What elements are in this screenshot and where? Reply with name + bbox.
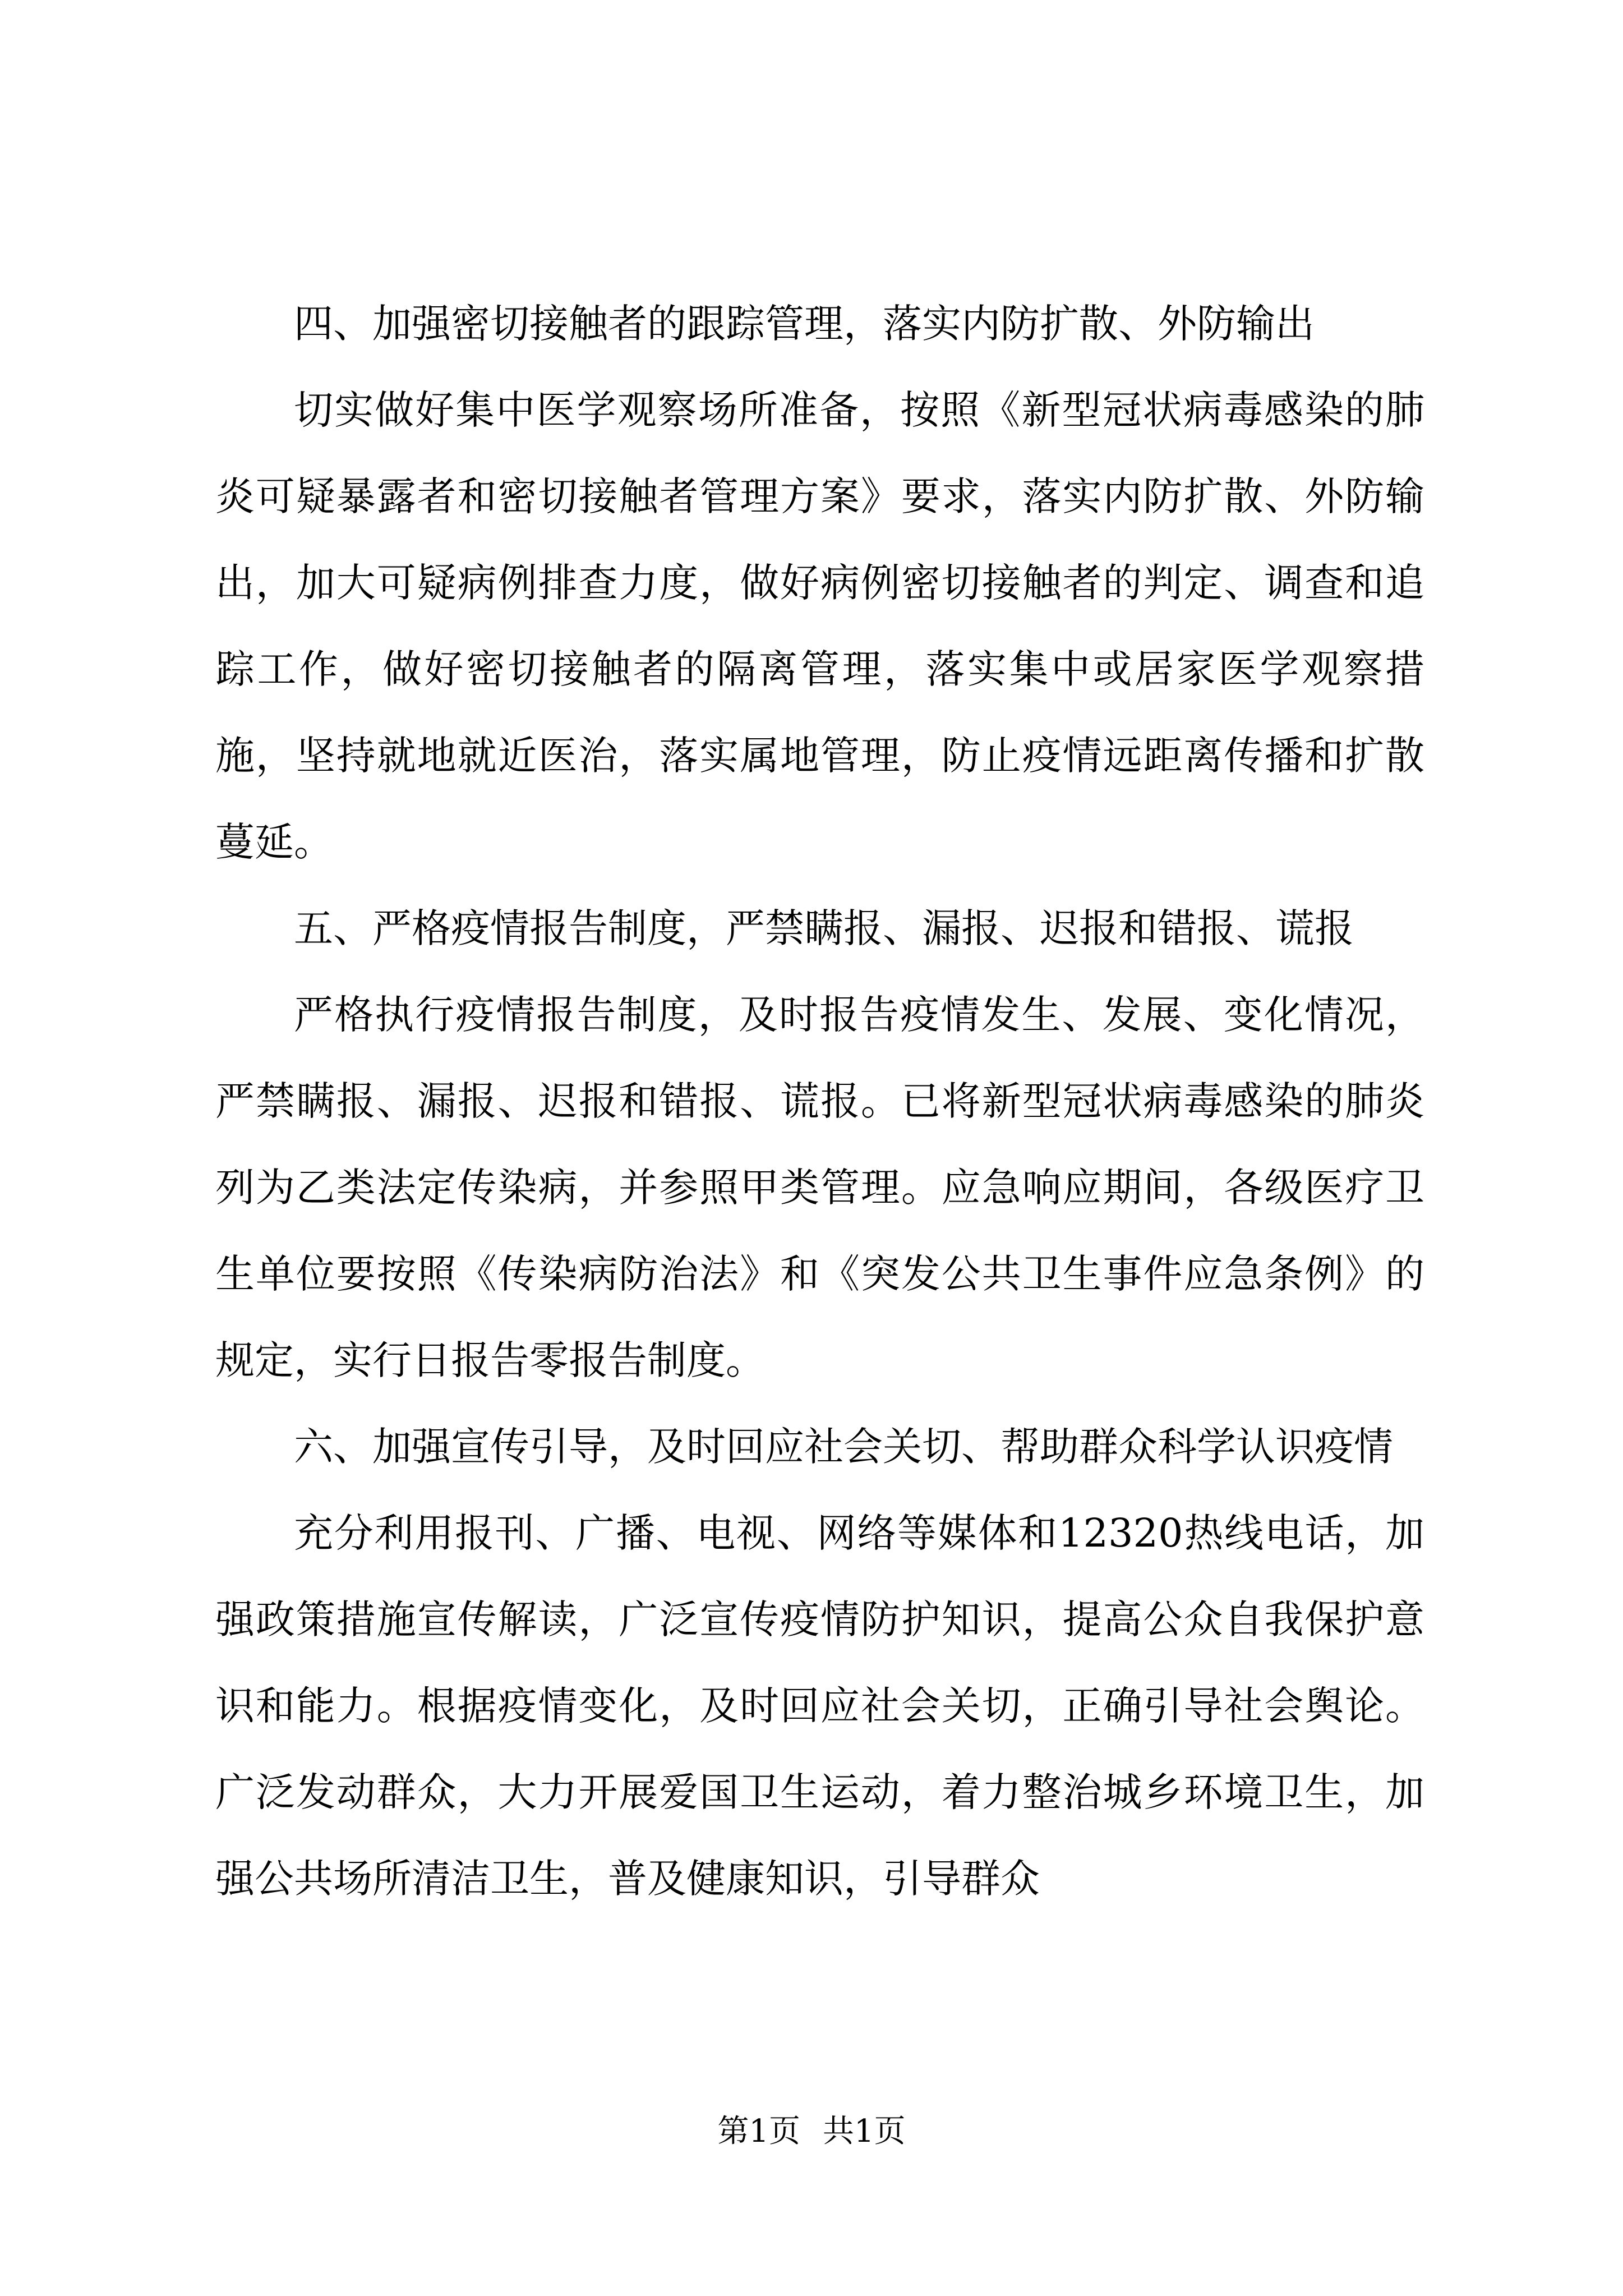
paragraph-section-4: 切实做好集中医学观察场所准备，按照《新型冠状病毒感染的肺炎可疑暴露者和密切接触者管理方案》要求，落实内防扩散、外防输出，加大可疑病例排查力度，做好病例密切接触者的判定、调查和追踪工作，做好密切接触者的隔离管理，落实集中或居家医学观察措施，坚持就地就近医治，落实属地管理，防止疫情远距离传播和扩散蔓延。 [215,387,1424,865]
paragraph-section-6: 充分利用报刊、广播、电视、网络等媒体和12320热线电话，加强政策措施宣传解读，广泛宣传疫情防护知识，提高公众自我保护意识和能力。根据疫情变化，及时回应社会关切，正确引导社会舆论。广泛发动群众，大力开展爱国卫生运动，着力整治城乡环境卫生，加强公共场所清洁卫生，普及健康知识，引导群众 [215,1510,1424,1902]
page-total: 共1页 [823,2113,906,2150]
page-footer [0,2109,1623,2154]
document-body [215,280,1424,1922]
page-number: 第1页 [717,2113,800,2150]
heading-section-5: 五、严格疫情报告制度，严禁瞒报、漏报、迟报和错报、谎报 [294,905,1354,951]
paragraph-section-5: 严格执行疫情报告制度，及时报告疫情发生、发展、变化情况，严禁瞒报、漏报、迟报和错报、谎报。已将新型冠状病毒感染的肺炎列为乙类法定传染病，并参照甲类管理。应急响应期间，各级医疗卫生单位要按照《传染病防治法》和《突发公共卫生事件应急条例》的规定，实行日报告零报告制度。 [215,992,1424,1383]
heading-section-4: 四、加强密切接触者的跟踪管理，落实内防扩散、外防输出 [294,301,1315,347]
heading-section-6: 六、加强宣传引导，及时回应社会关切、帮助群众科学认识疫情 [294,1424,1393,1470]
